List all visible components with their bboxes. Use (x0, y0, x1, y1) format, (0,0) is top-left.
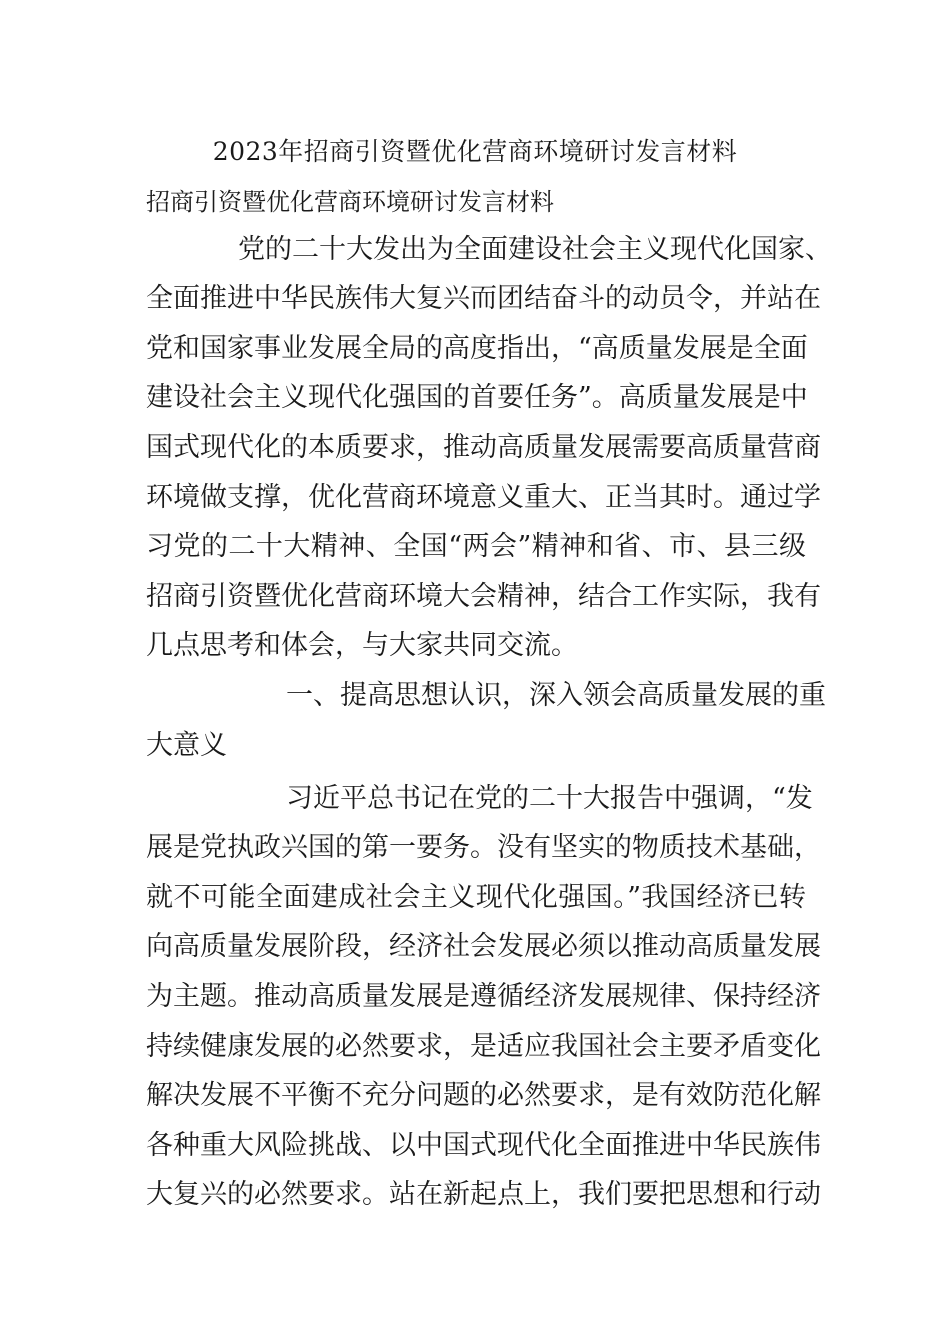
paragraph-line: 党的二十大发出为全面建设社会主义现代化国家、 (238, 234, 832, 265)
paragraph-line: 几点思考和体会，与大家共同交流。 (146, 630, 578, 661)
document-subtitle: 招商引资暨优化营商环境研讨发言材料 (146, 188, 554, 216)
paragraph-line: 习党的二十大精神、全国“两会”精神和省、市、县三级 (146, 531, 806, 562)
paragraph-line: 展是党执政兴国的第一要务。没有坚实的物质技术基础， (146, 832, 821, 863)
paragraph-line: 持续健康发展的必然要求，是适应我国社会主要矛盾变化 (146, 1031, 821, 1062)
paragraph-line: 就不可能全面建成社会主义现代化强国。”我国经济已转 (146, 882, 806, 913)
section-heading-line: 一、提高思想认识，深入领会高质量发展的重 (286, 680, 826, 711)
paragraph-line: 建设社会主义现代化强国的首要任务”。高质量发展是中 (146, 382, 808, 413)
paragraph-line: 大复兴的必然要求。站在新起点上，我们要把思想和行动 (146, 1179, 821, 1210)
paragraph-line: 环境做支撑，优化营商环境意义重大、正当其时。通过学 (146, 482, 821, 513)
paragraph-line: 解决发展不平衡不充分问题的必然要求，是有效防范化解 (146, 1080, 821, 1111)
paragraph-line: 为主题。推动高质量发展是遵循经济发展规律、保持经济 (146, 981, 821, 1012)
section-heading-line: 大意义 (146, 730, 227, 761)
paragraph-line: 全面推进中华民族伟大复兴而团结奋斗的动员令，并站在 (146, 283, 821, 314)
paragraph-line: 各种重大风险挑战、以中国式现代化全面推进中华民族伟 (146, 1130, 821, 1161)
paragraph-line: 习近平总书记在党的二十大报告中强调，“发 (286, 783, 813, 814)
paragraph-line: 招商引资暨优化营商环境大会精神，结合工作实际，我有 (146, 581, 821, 612)
document-title: 2023年招商引资暨优化营商环境研讨发言材料 (212, 137, 738, 166)
paragraph-line: 向高质量发展阶段，经济社会发展必须以推动高质量发展 (146, 931, 821, 962)
paragraph-line: 党和国家事业发展全局的高度指出，“高质量发展是全面 (146, 333, 808, 364)
paragraph-line: 国式现代化的本质要求，推动高质量发展需要高质量营商 (146, 432, 821, 463)
